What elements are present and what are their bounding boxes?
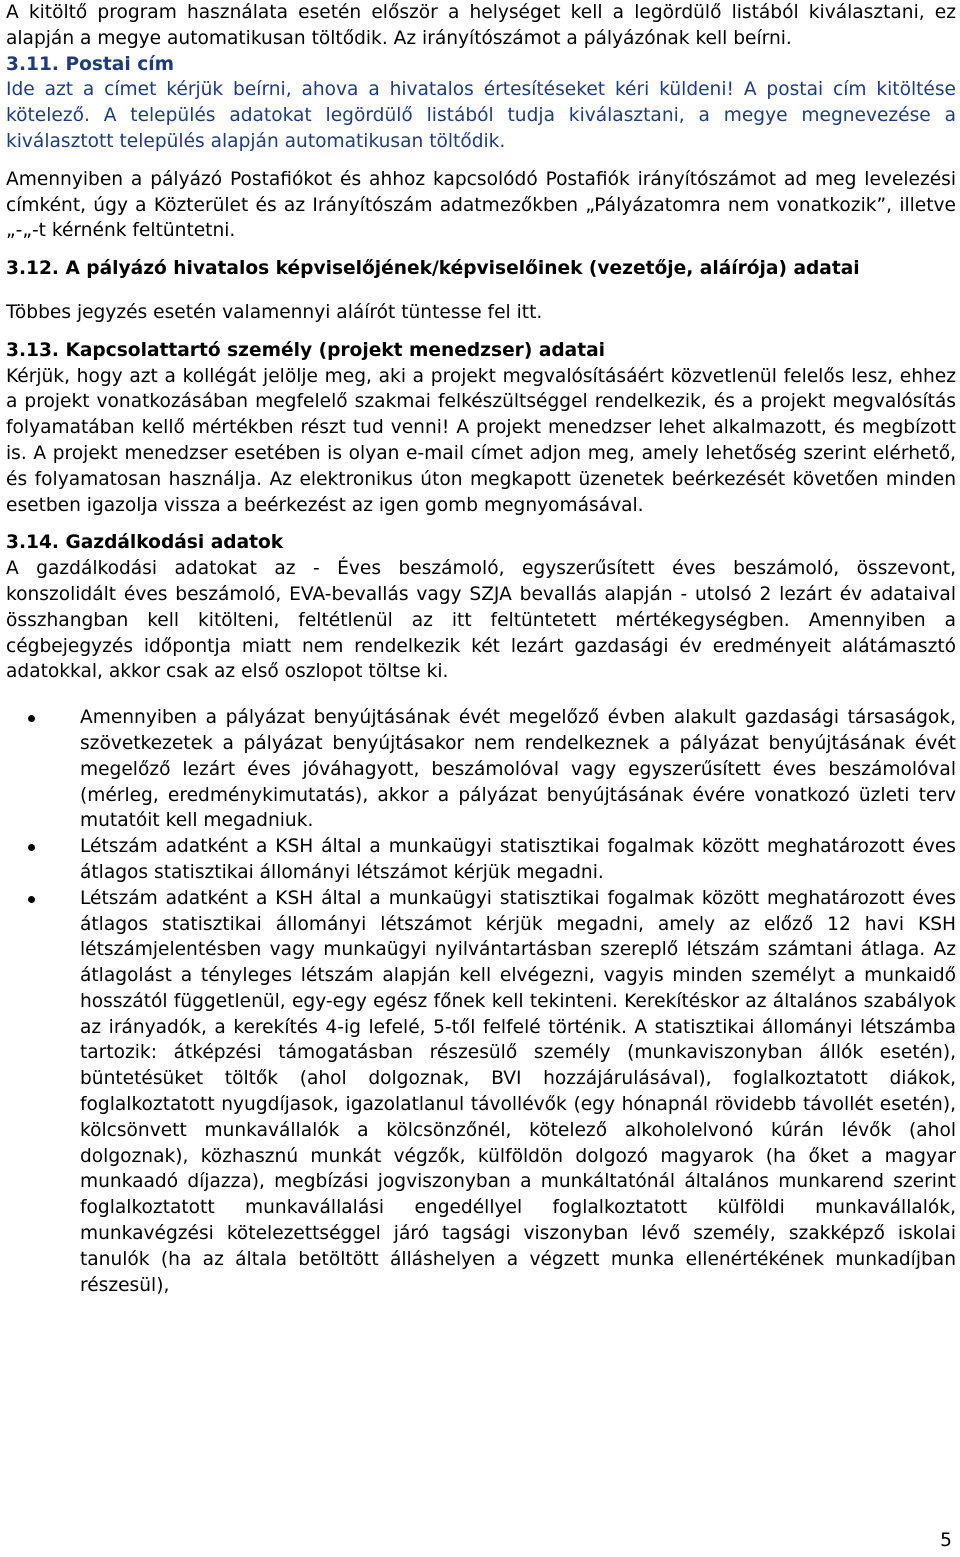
section-3-14-number: 3.14.	[6, 532, 59, 554]
section-3-12-number: 3.12.	[6, 258, 59, 280]
page-number: 5	[940, 1530, 952, 1551]
bullet-text: Létszám adatként a KSH által a munkaügyi statisztikai fogalmak között meghatározott éves átlagos statisztikai állományi létszámot kérjük megadni, amely az előző 12 havi KSH létszámjelentésben vagy munkaügyi nyilvántartásban szereplő létszám számtani átlaga. Az átlagolást a tényleges létszám alapján kell elvégezni, vagyis minden személyt a munkaidő hosszától függetlenül, egy-egy egész főnek kell tekinteni. Kerekítéskor az általános szabályok az irányadók, a kerekítés 4-ig lefelé, 5-től felfelé történik. A statisztikai állományi létszámba tartozik: átképzési támogatásban részesülő személy (munkaviszonyban állók esetén), büntetésüket töltők (ahol dolgoznak, BVI hozzájárulásával), foglalkoztatott diákok, foglalkoztatott nyugdíjasok, igazolatlanul távollévők (egy hónapnál rövidebb távollét esetén), kölcsönvett munkavállalók a kölcsönzőnél, kötelező alkoholelvonó kúrán lévők (ahol dolgoznak), közhasznú munkát végzők, külföldön dolgozó magyarok (ha őket a magyar munkaadó díjazza), megbízási jogviszonyban a munkáltatónál általános munkarend szerint foglalkoztatott munkavállalási engedéllyel foglalkoztatott külföldi munkavállalók, munkavégzési kötelezettséggel járó tagsági viszonyban lévő személy, szakképző iskolai tanulók (ha az általa betöltött álláshelyen a végzett munka ellenértékének munkadíjban részesül),	[80, 887, 956, 1296]
section-3-11-paragraph-2: Amennyiben a pályázó Postafiókot és ahhoz kapcsolódó Postafiók irányítószámot ad meg levelezési címként, úgy a Közterület és az Irányítószám adatmezőkben „Pályázatomra nem vonatkozik”, illetve „-„-t kérnénk feltüntetni.	[6, 168, 956, 242]
section-3-11-paragraph-1a: Ide azt a címet kérjük beírni, ahova a hivatalos értesítéseket kéri küldeni! A postai cím kitöltése kötelező.	[6, 79, 956, 127]
section-3-13-number: 3.13.	[6, 339, 59, 361]
bullet-dot-icon	[28, 896, 35, 903]
section-3-13-paragraph: Kérjük, hogy azt a kollégát jelölje meg, aki a projekt megvalósításáért közvetlenül felelős lesz, ehhez a projekt vonatkozásában megfelelő szakmai felkészültséggel rendelkezik, és a projekt megvalósítás folyamatában kellő mértékben részt tud venni! A projekt menedzser lehet alkalmazott, és megbízott is. A projekt menedzser esetében is olyan e-mail címet adjon meg, amely lehetőség szerint elérhető, és folyamatosan használja. Az elektronikus úton megkapott üzenetek beérkezését követően minden esetben igazolja vissza a beérkezést az igen gomb megnyomásával.	[6, 365, 956, 516]
bullet-item	[6, 705, 956, 834]
section-3-12-paragraph: Többes jegyzés esetén valamennyi aláírót tüntesse fel itt.	[6, 301, 543, 323]
section-3-11-paragraph-1	[6, 77, 956, 154]
section-3-14-heading	[6, 530, 956, 556]
section-3-13-heading	[6, 338, 956, 364]
bullet-dot-icon	[28, 715, 35, 722]
section-3-11-paragraph-1b: A település adatokat legördülő listából tudja kiválasztani, a megye megnevezése a kiválasztott település alapján automatikusan töltődik.	[6, 105, 956, 152]
section-3-14-paragraph: A gazdálkodási adatokat az - Éves beszámoló, egyszerűsített éves beszámoló, összevont, konszolidált éves beszámoló, EVA-bevallás vagy SZJA bevallás alapján - utolsó 2 lezárt év adataival összhangban kell kitölteni, feltétlenül az itt feltüntetett mértékegységben. Amennyiben a cégbejegyzés időpontja miatt nem rendelkezik két lezárt gazdasági év eredményeit alátámasztó adatokkal, akkor csak az első oszlopot töltse ki.	[6, 558, 956, 683]
section-3-13-title: Kapcsolattartó személy (projekt menedzser) adatai	[65, 339, 606, 361]
bullet-text: Létszám adatként a KSH által a munkaügyi statisztikai fogalmak között meghatározott éves átlagos statisztikai állományi létszámot kérjük megadni.	[80, 836, 956, 883]
section-3-14-bullet-list	[6, 705, 956, 1298]
section-3-11-number: 3.11.	[6, 53, 59, 75]
section-3-11-heading	[6, 52, 956, 78]
section-3-12-heading	[6, 256, 956, 282]
document-page	[6, 0, 956, 1298]
intro-paragraph: A kitöltő program használata esetén először a helységet kell a legördülő listából kiválasztani, ez alapján a megye automatikusan töltődik. Az irányítószámot a pályázónak kell beírni.	[6, 2, 956, 49]
section-3-12-title: A pályázó hivatalos képviselőjének/képviselőinek (vezetője, aláírója) adatai	[65, 258, 860, 280]
bullet-text: Amennyiben a pályázat benyújtásának évét megelőző évben alakult gazdasági társaságok, szövetkezetek a pályázat benyújtásakor nem rendelkeznek a pályázat benyújtásának évét megelőző lezárt éves jóváhagyott, beszámolóval vagy egyszerűsített éves beszámolóval (mérleg, eredménykimutatás), akkor a pályázat benyújtásának évére vonatkozó üzleti terv mutatóit kell megadniuk.	[80, 707, 956, 832]
section-3-11-title: Postai cím	[65, 53, 174, 75]
bullet-item	[6, 886, 956, 1299]
section-3-14-title: Gazdálkodási adatok	[65, 532, 284, 554]
bullet-item	[6, 834, 956, 886]
bullet-dot-icon	[28, 844, 35, 851]
